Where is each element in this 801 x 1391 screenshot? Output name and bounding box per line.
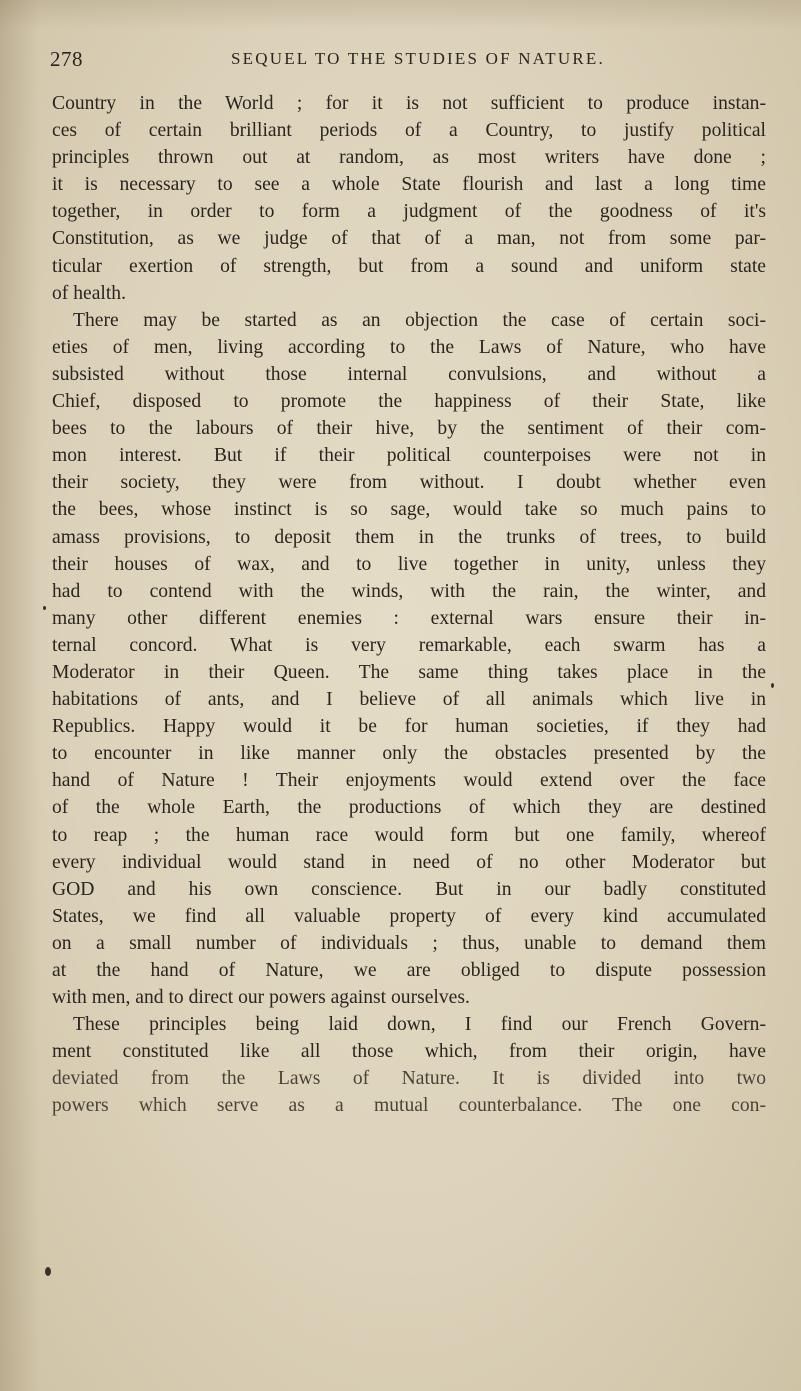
text-line: their houses of wax, and to live together in unity, unless they: [52, 553, 766, 575]
text-line: States, we find all valuable property of every kind accumulated: [52, 905, 766, 927]
text-line: Moderator in their Queen. The same thing takes place in the: [52, 661, 766, 683]
top-edge-shadow: [0, 0, 801, 30]
text-line: powers which serve as a mutual counterbalance. The one con-: [52, 1095, 766, 1117]
text-line: ment constituted like all those which, from their origin, have: [52, 1041, 766, 1063]
text-line: deviated from the Laws of Nature. It is divided into two: [52, 1068, 766, 1090]
ink-speck: [45, 1267, 51, 1276]
text-line: mon interest. But if their political counterpoises were not in: [52, 445, 766, 467]
text-line: together, in order to form a judgment of the goodness of it's: [52, 201, 766, 223]
text-line: their society, they were from without. I doubt whether even: [52, 472, 766, 494]
text-line: principles thrown out at random, as most writers have done ;: [52, 147, 766, 169]
text-line: to reap ; the human race would form but one family, whereof: [52, 824, 766, 846]
page-number: 278: [50, 47, 83, 71]
text-line: These principles being laid down, I find our French Govern-: [73, 1014, 766, 1036]
text-line: eties of men, living according to the Laws of Nature, who have: [52, 336, 766, 358]
text-line: ticular exertion of strength, but from a sound and uniform state: [52, 255, 766, 277]
text-line: amass provisions, to deposit them in the trunks of trees, to build: [52, 526, 766, 548]
text-line: the bees, whose instinct is so sage, would take so much pains to: [52, 499, 766, 521]
margin-speck: [43, 606, 46, 610]
text-line: There may be started as an objection the case of certain soci-: [73, 309, 766, 331]
text-line: of health.: [52, 282, 126, 304]
text-line: had to contend with the winds, with the rain, the winter, and: [52, 580, 766, 602]
body-text: [52, 90, 766, 1120]
text-line: subsisted without those internal convulsions, and without a: [52, 363, 766, 385]
text-line: on a small number of individuals ; thus, unable to demand them: [52, 932, 766, 954]
text-line: habitations of ants, and I believe of all animals which live in: [52, 689, 766, 711]
text-line: many other different enemies : external wars ensure their in-: [52, 607, 766, 629]
text-line: Chief, disposed to promote the happiness of their State, like: [52, 391, 766, 413]
text-line: it is necessary to see a whole State flourish and last a long time: [52, 174, 766, 196]
text-line: bees to the labours of their hive, by the sentiment of their com-: [52, 418, 766, 440]
text-line: of the whole Earth, the productions of which they are destined: [52, 797, 766, 819]
text-line: Republics. Happy would it be for human societies, if they had: [52, 716, 766, 738]
text-line: GOD and his own conscience. But in our badly constituted: [52, 878, 766, 900]
text-line: Constitution, as we judge of that of a man, not from some par-: [52, 228, 766, 250]
text-line: at the hand of Nature, we are obliged to dispute possession: [52, 960, 766, 981]
gutter-shadow: [0, 0, 40, 1391]
text-line: Country in the World ; for it is not sufficient to produce instan-: [52, 93, 766, 114]
text-line: ternal concord. What is very remarkable, each swarm has a: [52, 634, 766, 656]
text-line: every individual would stand in need of no other Moderator but: [52, 851, 766, 873]
running-head: SEQUEL TO THE STUDIES OF NATURE.: [231, 49, 605, 68]
text-line: ces of certain brilliant periods of a Country, to justify political: [52, 120, 766, 142]
page-header: [0, 47, 801, 77]
text-line: with men, and to direct our powers against ourselves.: [52, 987, 470, 1009]
text-line: to encounter in like manner only the obstacles presented by the: [52, 743, 766, 765]
text-line: hand of Nature ! Their enjoyments would extend over the face: [52, 770, 766, 792]
margin-speck: [771, 683, 774, 688]
